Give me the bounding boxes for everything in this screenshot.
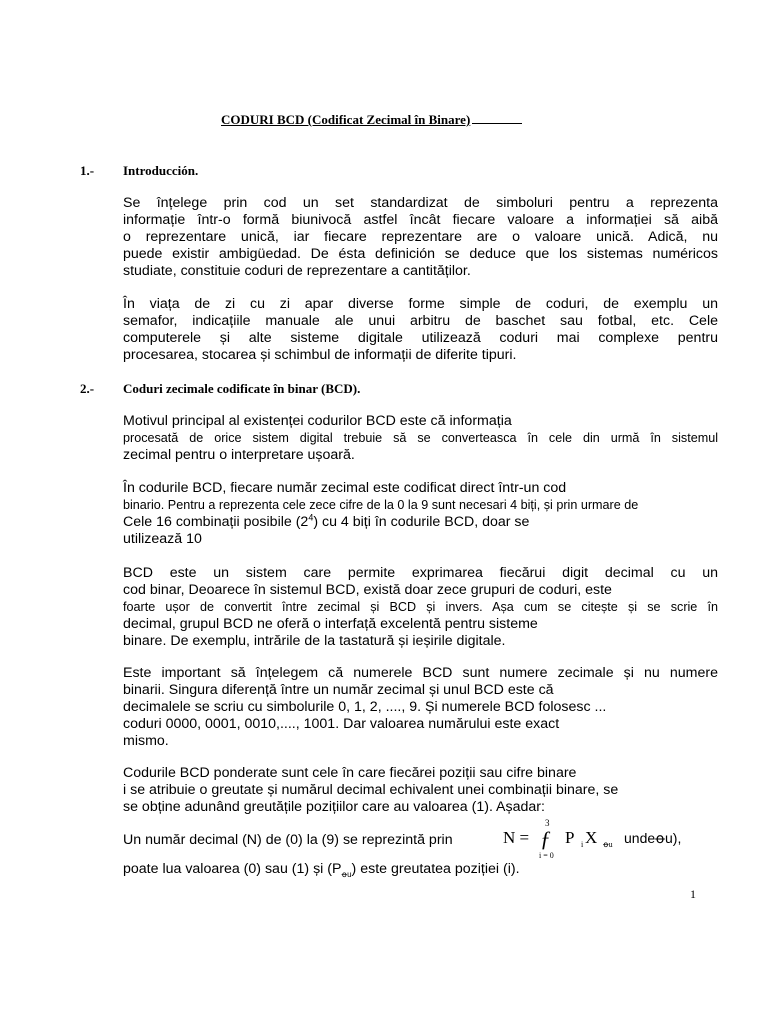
text-line: utilizează 10 <box>123 531 202 547</box>
section-1-heading: Introducción. <box>123 163 199 178</box>
text-line: procesarea, stocarea și schimbul de informații de diferite tipuri. <box>123 347 517 363</box>
formula-lower-limit: i = 0 <box>539 851 554 860</box>
text-line: puede existir ambigüedad. De ésta definición se deduce que los sistemas numéricos <box>123 246 718 262</box>
text-line: binarii. Singura diferență între un număr zecimal și unul BCD este că <box>123 682 554 698</box>
formula-lhs: N = <box>503 828 530 847</box>
text-line: decimalele se scriu cu simbolurile 0, 1, 2, ...., 9. Și numerele BCD folosesc ... <box>123 699 607 715</box>
text-line: procesată de orice sistem digital trebuie să se converteasca în cele din urmă în sistemul <box>123 431 718 445</box>
text-line: BCD este un sistem care permite exprimarea fiecărui digit decimal cu un <box>123 565 718 581</box>
summation-icon: ƒ <box>540 826 551 851</box>
text-fragment: ) este greutatea poziției (i). <box>351 861 520 877</box>
text-line <box>123 861 718 878</box>
text-line: cod binar, Deoarece în sistemul BCD, există doar zece grupuri de coduri, este <box>123 582 612 598</box>
paragraph-bcd-1 <box>123 413 718 464</box>
section-1-number: 1.- <box>80 163 95 178</box>
text-line: Se înțelege prin cod un set standardizat de simboluri pentru a reprezenta <box>123 195 718 211</box>
paragraph-bcd-7 <box>123 861 718 878</box>
text-line: decimal, grupul BCD ne oferă o interfață excelentă pentru sisteme <box>123 616 538 632</box>
formula-x-subscript: ꝋu <box>603 840 613 849</box>
text-fragment: ) cu 4 biți în codurile BCD, doar se <box>313 514 530 530</box>
text-line: informație într-o formă biunivocă astfel încât fiecare valoare a informației să aibă <box>123 212 718 228</box>
text-line: Codurile BCD ponderate sunt cele în care fiecărei poziții sau cifre binare <box>123 765 577 781</box>
page-number: 1 <box>690 887 696 901</box>
paragraph-intro-1 <box>123 195 718 280</box>
text-line: zecimal pentru o interpretare ușoară. <box>123 447 355 463</box>
sum-formula <box>503 818 683 862</box>
formula-tail: undeꝋu), <box>624 830 682 846</box>
text-fragment: Cele 16 combinații posibile (2 <box>123 514 309 530</box>
paragraph-bcd-2 <box>123 480 718 548</box>
text-line: În viața de zi cu zi apar diverse forme simple de coduri, de exemplu un <box>123 296 718 312</box>
text-line: foarte ușor de convertit între zecimal și BCD și invers. Așa cum se citește și se scrie în <box>123 600 718 614</box>
section-2-heading: Coduri zecimale codificate în binar (BCD). <box>123 381 361 396</box>
text-line: i se atribuie o greutate și numărul decimal echivalent unei combinații binare, se <box>123 782 619 798</box>
formula-p-subscript: i <box>581 840 584 849</box>
text-line: studiate, constituie coduri de reprezentare a cantităților. <box>123 263 471 279</box>
title-underline-trail <box>472 122 522 124</box>
text-line: binare. De exemplu, intrările de la tastatură și ieșirile digitale. <box>123 633 506 649</box>
text-fragment: poate lua valoarea (0) sau (1) și (P <box>123 861 342 877</box>
text-line: În codurile BCD, fiecare număr zecimal este codificat direct într-un cod <box>123 480 567 496</box>
text-line: Motivul principal al existenței codurilor BCD este că informația <box>123 413 512 429</box>
text-line <box>123 514 718 531</box>
text-line: mismo. <box>123 733 169 749</box>
superscript: 4 <box>308 512 314 523</box>
text-line: o reprezentare unică, iar fiecare reprezentare are o valoare unică. Adică, nu <box>123 229 718 245</box>
text-line: Este important să înțelegem că numerele BCD sunt numere zecimale și nu numere <box>123 665 718 681</box>
text-line: computerele și alte sisteme digitale utilizează coduri mai complexe pentru <box>123 330 718 346</box>
formula-upper-limit: 3 <box>545 818 550 828</box>
paragraph-intro-2 <box>123 296 718 364</box>
text-line: binario. Pentru a reprezenta cele zece cifre de la 0 la 9 sunt necesari 4 biți, și prin urmare de <box>123 498 639 512</box>
text-line: se obține adunând greutățile pozițiilor care au valoarea (1). Așadar: <box>123 799 545 815</box>
formula-x: X <box>585 828 598 847</box>
formula-p: P <box>565 828 575 847</box>
paragraph-bcd-3 <box>123 565 718 650</box>
paragraph-bcd-4 <box>123 665 718 750</box>
paragraph-bcd-5 <box>123 765 718 816</box>
text-line: Un număr decimal (N) de (0) la (9) se reprezintă prin <box>123 832 453 848</box>
section-2-number: 2.- <box>80 381 95 396</box>
document-title: CODURI BCD (Codificat Zecimal în Binare) <box>221 112 522 128</box>
text-line: semafor, indicațiile manuale ale unui arbitru de baschet sau fotbal, etc. Cele <box>123 313 718 329</box>
subscript: ꝋu <box>341 869 352 879</box>
text-line: coduri 0000, 0001, 0010,...., 1001. Dar valoarea numărului este exact <box>123 716 560 732</box>
